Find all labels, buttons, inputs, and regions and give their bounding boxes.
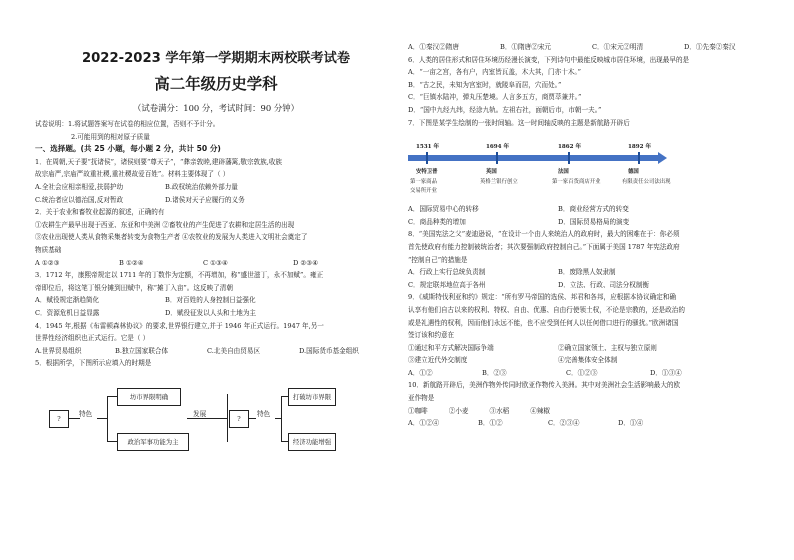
- diagram-connector: [97, 418, 107, 419]
- option-row: [35, 194, 397, 207]
- diagram-box-political-function: 政治军事功能为主: [117, 433, 189, 451]
- question-text: 首先使政府有能力控制被统治者；其次要强制政府控制自己。”下面属于美国 1787 年宪法政府: [408, 242, 680, 251]
- timeline-tick: [568, 152, 570, 164]
- timeline-place: 法国: [558, 169, 569, 176]
- option-a[interactable]: A.全社会应相亲相爱,扶弱护幼: [35, 182, 124, 191]
- option-c[interactable]: C．商品种类的增加: [408, 217, 466, 226]
- statement-row: [408, 354, 776, 367]
- option-b[interactable]: B．商业经营方式的转变: [558, 205, 629, 214]
- question-text: 7．下图是某学生绘制的一张时间轴。这一时间轴反映的主题是新航路开辟后: [408, 118, 630, 127]
- timeline-year: 1531 年: [416, 144, 440, 151]
- option-c[interactable]: C.北美自由贸易区: [207, 346, 261, 355]
- option-row: [35, 294, 397, 307]
- option-a[interactable]: A．国际贸易中心的转移: [408, 205, 479, 214]
- question-text: 物质基础: [35, 245, 62, 254]
- option-row: [408, 41, 776, 54]
- timeline-tick: [496, 152, 498, 164]
- question-1: [35, 156, 397, 206]
- question-8: [408, 228, 776, 291]
- option-d[interactable]: D．立法、行政、司法分权制衡: [558, 280, 650, 289]
- option-row: [35, 345, 397, 358]
- section-heading: 一、选择题。(共 25 小题，每小题 2 分，共计 50 分): [35, 144, 221, 154]
- question-text: 1．在周朝,天子要“抚诸侯”，诸侯则要“尊天子”，“彝亲敦睦,建辟藩篱,敬宗敦族,收族: [35, 157, 283, 166]
- question-text: 亚作物是: [408, 394, 435, 403]
- question-text: 签订该和约意在: [408, 331, 455, 340]
- option-row: [408, 203, 776, 216]
- diagram-box-economic-function: 经济功能增强: [288, 433, 336, 451]
- diagram-bracket: [281, 396, 282, 442]
- option-d[interactable]: D．“国中九经九纬，经涂九轨。左祖右社，面朝后市，市朝一夫。”: [408, 105, 602, 114]
- statement-3: ③建立近代外交制度: [408, 356, 468, 365]
- option-a[interactable]: A．①秦汉②隋唐: [408, 43, 459, 51]
- option-row: [408, 216, 776, 229]
- diagram-connector: [107, 441, 117, 442]
- diagram-label-feature: 特色: [257, 409, 271, 418]
- exam-notes-2: 2.可能用到的相对原子质量: [71, 132, 150, 141]
- option-c[interactable]: C．规定联邦地位高于各州: [408, 280, 486, 289]
- question-text: 10．新航路开辟后，美洲作物外传同时欧亚作物传入美洲。其中对美洲社会生活影响最大的欧: [408, 381, 681, 390]
- question-9: [408, 291, 776, 379]
- option-c[interactable]: C．①宋元②明清: [592, 43, 644, 51]
- question-7: [408, 117, 776, 229]
- diagram-bracket: [227, 394, 228, 442]
- diagram-connector: [107, 396, 117, 397]
- question-text: 认享有他们自古以来的权利、特权、自由、优惠、自由行使领土权，不论是宗教的，还是政治的: [408, 305, 685, 314]
- option-row: [408, 279, 776, 292]
- option-b[interactable]: B．废除黑人奴隶制: [558, 268, 616, 277]
- diagram-box-clear-boundary: 坊市界限明确: [117, 388, 181, 406]
- diagram-box-break-boundary: 打破坊市界限: [288, 388, 336, 406]
- diagram-arrow-line: [187, 418, 227, 419]
- option-row: [408, 417, 776, 430]
- option-d[interactable]: D．赋役征发以人头和土地为主: [165, 308, 257, 317]
- statement-1: ①通过和平方式解决国际争端: [408, 343, 494, 352]
- item-list: ①咖啡 ②小麦 ③水稻 ④辣椒: [408, 406, 551, 415]
- timeline-tick: [426, 152, 428, 164]
- right-column: [408, 41, 776, 430]
- option-d[interactable]: D．国际贸易格局的演变: [558, 217, 630, 226]
- diagram-label-feature: 特色: [79, 409, 93, 418]
- option-c[interactable]: C.统治者应以德治国,反对暂政: [35, 195, 124, 204]
- option-a[interactable]: A ①②③: [35, 258, 60, 267]
- option-d[interactable]: D.国际货币基金组织: [299, 346, 359, 355]
- option-a[interactable]: A．赋役规定渐趋简化: [35, 296, 100, 305]
- option-a[interactable]: A．行政上实行总统负责制: [408, 268, 486, 277]
- exam-subject: 高二年级历史学科: [154, 75, 278, 93]
- statement-row: [408, 342, 776, 355]
- question-text: ③农业出现使人类从食物采集者转变为食物生产者 ④农牧业的发展为人类进入文明社会奠定了: [35, 233, 308, 242]
- option-b[interactable]: B．②③: [482, 368, 507, 377]
- option-c[interactable]: C．②③④: [548, 419, 580, 428]
- exam-meta: （试卷满分：100 分，考试时间：90 分钟）: [133, 103, 299, 113]
- timeline-event: 有限责任公司法出现: [622, 179, 671, 186]
- diagram-box-unknown-1: ?: [49, 410, 69, 428]
- timeline-event: 第一家百货商店开业: [552, 179, 601, 186]
- timeline-place: 德国: [628, 169, 639, 176]
- statement-2: ②确立国家领土、主权与独立原则: [558, 343, 657, 352]
- option-b[interactable]: B．①隋唐②宋元: [500, 43, 552, 51]
- exam-notes-1: 试卷说明：1.将试题答案写在试卷的相应位置，否则不予计分。: [35, 120, 220, 128]
- left-column: [35, 0, 397, 468]
- option-row: [408, 367, 776, 380]
- option-d[interactable]: D.诸侯对天子应履行的义务: [165, 195, 245, 204]
- timeline-year: 1694 年: [486, 144, 510, 151]
- question-text: 6．人类的居住形式和居住环境历经漫长演变，下列诗句中最能反映城市居住环境，出现最早的是: [408, 55, 690, 64]
- question-text: 帝即位后，将这笔丁银分摊到田赋中，称“摊丁入亩”。这反映了清朝: [35, 283, 233, 292]
- option-b[interactable]: B．“古之民，未知为宫室时，就陵阜而居，穴而处。”: [408, 80, 562, 89]
- question-5: [35, 357, 397, 468]
- timeline-year: 1892 年: [628, 144, 652, 151]
- exam-title: 2022-2023 学年第一学期期末两校联考试卷: [81, 51, 351, 66]
- question-2: [35, 206, 397, 269]
- question-text: 世界性经济组织也正式运行。它是（ ）: [35, 334, 150, 343]
- city-development-diagram: [35, 372, 335, 468]
- option-d[interactable]: D．①④: [618, 419, 644, 428]
- option-c[interactable]: C ①③④: [203, 258, 228, 267]
- question-text: 3．1712 年，康熙帝规定以 1711 年的丁数作为定额，不再增加，称“盛世滋丁，永不加赋”。雍正: [35, 271, 324, 280]
- timeline-arrow-icon: [658, 152, 667, 164]
- option-d[interactable]: D．①先秦②秦汉: [684, 43, 736, 51]
- question-text: ①农耕生产最早出现于西亚、东亚和中美洲 ②畜牧业的产生促进了农耕和定居生活的出现: [35, 220, 295, 229]
- option-a[interactable]: A.世界贸易组织: [35, 346, 82, 355]
- option-row: [35, 257, 397, 270]
- timeline-event: 英格兰银行创立: [480, 179, 518, 186]
- option-b[interactable]: B．①②: [478, 419, 503, 428]
- timeline-event: 交易所开业: [410, 188, 437, 195]
- timeline-bar: [408, 155, 658, 161]
- question-text: 故宗庙严,宗庙严故重社稷,重社稷故爱百姓”。材料主要体现了（ ）: [35, 170, 230, 179]
- timeline-tick: [638, 152, 640, 164]
- question-10: [408, 379, 776, 429]
- question-text: 9．《威斯特伐利亚和约》规定：“所有罗马帝国的选侯、邦君和各邦，应根据本协议确定和确: [408, 293, 677, 302]
- question-text: 或是礼遇性的权利，因而他们永远不能，也不应受到任何人以任何借口进行的骚扰。”欧洲诸国: [408, 318, 679, 327]
- diagram-box-unknown-2: ?: [229, 410, 249, 428]
- option-c[interactable]: C．①②③: [566, 368, 598, 377]
- question-text: “控制自己”的措施是: [408, 255, 468, 264]
- statement-4: ④完善集体安全体制: [558, 356, 618, 365]
- option-b[interactable]: B．对百姓的人身控制日益强化: [165, 296, 256, 305]
- diagram-connector: [281, 441, 288, 442]
- option-d[interactable]: D．①③④: [650, 368, 682, 377]
- question-3: [35, 269, 397, 319]
- diagram-connector: [248, 418, 256, 419]
- timeline-event: 第一家商品: [410, 179, 437, 186]
- history-timeline: [408, 133, 708, 203]
- diagram-bracket: [107, 396, 108, 442]
- option-row: [408, 266, 776, 279]
- question-4: [35, 320, 397, 358]
- question-text: 4．1945 年,根据《布雷顿森林协议》的要求,世界银行建立,并于 1946 年正式运行。1947 年,另一: [35, 321, 324, 330]
- option-a[interactable]: A．“一亩之宫，各有户，内室皆瓦盖，木大其，门亦十木。”: [408, 68, 582, 77]
- option-b[interactable]: B.政权统治依赖外部力量: [165, 182, 238, 191]
- option-b[interactable]: B.独立国家联合体: [115, 346, 169, 355]
- option-c[interactable]: C．资源危机日益显露: [35, 308, 100, 317]
- option-a[interactable]: A．①②: [408, 368, 433, 377]
- option-a[interactable]: A．①②④: [408, 419, 440, 428]
- question-6: [408, 54, 776, 117]
- question-text: 8．“美国宪法之父”麦迪逊说，“在设计一个由人来统治人的政府时，最大的困难在于：你必须: [408, 230, 680, 239]
- timeline-year: 1862 年: [558, 144, 582, 151]
- timeline-place: 安特卫普: [416, 169, 438, 176]
- option-b[interactable]: B ①②④: [119, 258, 144, 267]
- option-row: [35, 307, 397, 320]
- option-c[interactable]: C．“巨镇水陆冲，弹丸压楚境。人言多五方，商贾萃兼并。”: [408, 93, 582, 102]
- diagram-connector: [281, 396, 288, 397]
- question-text: 2．关于农业和畜牧业起源的叙述，正确的有: [35, 208, 165, 217]
- question-text: 5．根据所学，下图所示应填入的时期是: [35, 359, 152, 368]
- option-d[interactable]: D ②③④: [293, 258, 319, 267]
- option-row: [35, 181, 397, 194]
- diagram-label-development: 发展: [193, 409, 207, 418]
- timeline-place: 英国: [486, 169, 497, 176]
